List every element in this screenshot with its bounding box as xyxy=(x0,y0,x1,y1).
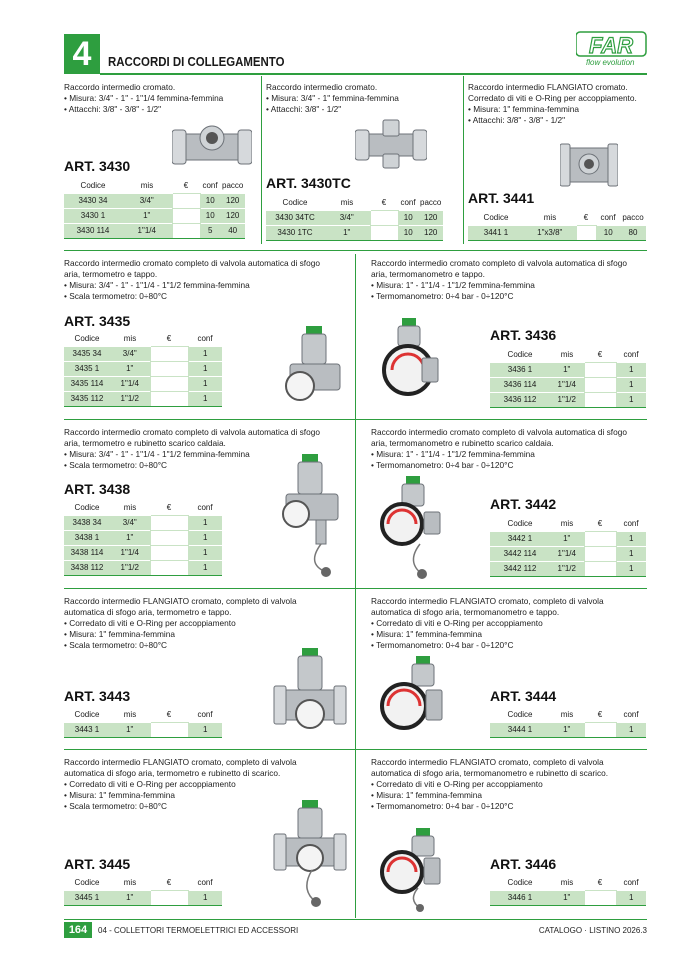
table-cell: 1 xyxy=(616,531,646,546)
spec-bullet: • Misura: 1" - 1"1/4 - 1"1/2 femmina-femmina xyxy=(371,280,649,291)
table-cell: 1 xyxy=(616,722,646,737)
column-header: conf xyxy=(197,710,213,720)
table-cell xyxy=(584,722,616,737)
article-code: ART. 3430 xyxy=(64,158,131,174)
spec-bullet: • Scala termometro: 0÷80°C xyxy=(64,291,342,302)
table-row xyxy=(490,722,646,737)
column-header: pacco xyxy=(622,213,644,223)
table-cell: 120 xyxy=(418,225,443,240)
table-cell: 1 xyxy=(188,376,222,391)
table-row xyxy=(490,392,646,407)
description-line: Raccordo intermedio cromato completo di valvola automatica di sfogo xyxy=(371,427,627,437)
column-header: Codice xyxy=(507,710,533,720)
price-table xyxy=(64,708,222,738)
spec-bullet: • Misura: 1" femmina-femmina xyxy=(371,790,649,801)
table-cell: 1 xyxy=(188,391,222,406)
column-header: conf xyxy=(623,519,639,529)
column-header: mis xyxy=(123,878,137,888)
table-cell: 3443 1 xyxy=(64,722,110,737)
table-cell xyxy=(576,225,596,240)
description-line: automatica di sfogo aria, termometro e tappo. xyxy=(64,607,232,617)
divider xyxy=(64,588,647,589)
spec-bullet: • Termomanometro: 0÷4 bar - 0÷120°C xyxy=(371,460,649,471)
table-cell xyxy=(150,890,188,905)
fitting-3435-image xyxy=(282,326,348,410)
table-cell: 1 xyxy=(188,560,222,575)
logo-wordmark: FAR xyxy=(589,33,633,58)
divider xyxy=(64,250,647,251)
table-cell: 1"1/4 xyxy=(550,377,584,392)
column-header: conf xyxy=(400,198,416,208)
table-cell xyxy=(150,376,188,391)
footer-rule xyxy=(64,919,647,920)
table-row xyxy=(490,531,646,546)
table-row xyxy=(266,210,443,225)
column-header: mis xyxy=(543,213,557,223)
table-row xyxy=(64,545,222,560)
fitting-3442-image xyxy=(380,476,446,580)
table-cell: 10 xyxy=(398,225,418,240)
table-cell: 3438 114 xyxy=(64,545,110,560)
table-cell: 1" xyxy=(550,531,584,546)
price-table xyxy=(64,332,222,407)
description-line: Raccordo intermedio cromato completo di valvola automatica di sfogo xyxy=(64,427,320,437)
column-header: mis xyxy=(123,710,137,720)
description-line: aria, termomanometro e tappo. xyxy=(371,269,485,279)
table-row xyxy=(490,890,646,905)
description-line: aria, termometro e tappo. xyxy=(64,269,158,279)
column-header: Codice xyxy=(74,334,100,344)
description-line: automatica di sfogo aria, termomanometro e rubinetto di scarico. xyxy=(371,768,609,778)
table-cell xyxy=(150,346,188,361)
table-cell xyxy=(584,546,616,561)
article-code: ART. 3443 xyxy=(64,688,131,704)
description-line: Raccordo intermedio FLANGIATO cromato, completo di valvola xyxy=(371,757,604,767)
spec-bullet: • Scala termometro: 0÷80°C xyxy=(64,640,342,651)
table-row xyxy=(64,722,222,737)
description-line: Raccordo intermedio FLANGIATO cromato, completo di valvola xyxy=(64,757,297,767)
table-cell: 3436 114 xyxy=(490,377,550,392)
table-row xyxy=(468,225,646,240)
table-cell xyxy=(584,890,616,905)
table-row xyxy=(490,546,646,561)
table-cell: 3442 112 xyxy=(490,561,550,576)
table-cell xyxy=(150,560,188,575)
column-header: € xyxy=(597,519,603,529)
article-code: ART. 3441 xyxy=(468,190,535,206)
price-table xyxy=(490,517,646,577)
column-header: conf xyxy=(623,710,639,720)
product-description xyxy=(371,596,649,651)
table-cell: 1" xyxy=(110,890,150,905)
table-cell: 3438 34 xyxy=(64,515,110,530)
column-header: Codice xyxy=(74,878,100,888)
table-cell: 10 xyxy=(200,193,220,208)
spec-bullet: • Misura: 1" - 1"1/4 - 1"1/2 femmina-femmina xyxy=(371,449,649,460)
column-header: € xyxy=(166,710,172,720)
fitting-3430-image xyxy=(172,118,252,174)
article-code: ART. 3436 xyxy=(490,327,557,343)
table-cell: 3441 1 xyxy=(468,225,524,240)
table-cell: 1 xyxy=(616,377,646,392)
column-header: mis xyxy=(340,198,354,208)
price-table xyxy=(468,211,646,241)
price-table xyxy=(490,876,646,906)
table-cell: 3435 34 xyxy=(64,346,110,361)
table-row xyxy=(64,361,222,376)
spec-bullet: • Misura: 3/4" - 1" - 1"1/4 - 1"1/2 femmina-femmina xyxy=(64,280,342,291)
table-cell: 3438 1 xyxy=(64,530,110,545)
table-cell: 3/4" xyxy=(122,193,172,208)
column-header: € xyxy=(597,878,603,888)
table-cell xyxy=(150,515,188,530)
column-header: pacco xyxy=(420,198,442,208)
table-cell xyxy=(370,225,398,240)
table-row xyxy=(64,560,222,575)
column-header: conf xyxy=(623,878,639,888)
table-cell: 3446 1 xyxy=(490,890,550,905)
column-header: € xyxy=(583,213,589,223)
product-description xyxy=(371,427,649,471)
description-line: Raccordo intermedio FLANGIATO cromato. xyxy=(468,82,628,92)
table-cell: 120 xyxy=(220,193,245,208)
header-rule xyxy=(100,73,647,75)
table-cell: 1" xyxy=(324,225,370,240)
table-cell xyxy=(150,545,188,560)
spec-bullet: • Termomanometro: 0÷4 bar - 0÷120°C xyxy=(371,291,649,302)
table-cell xyxy=(172,208,200,223)
chapter-title: RACCORDI DI COLLEGAMENTO xyxy=(108,54,285,69)
table-cell: 1"1/4 xyxy=(110,376,150,391)
fitting-3438-image xyxy=(276,454,348,578)
spec-bullet: • Attacchi: 3/8" - 1/2" xyxy=(266,104,458,115)
fitting-3430tc-image xyxy=(355,116,427,172)
column-header: Codice xyxy=(507,350,533,360)
table-cell: 1 xyxy=(616,546,646,561)
table-cell: 3442 114 xyxy=(490,546,550,561)
article-code: ART. 3444 xyxy=(490,688,557,704)
table-cell xyxy=(584,377,616,392)
table-row xyxy=(490,362,646,377)
column-header: pacco xyxy=(222,181,244,191)
description-line: Raccordo intermedio cromato completo di valvola automatica di sfogo xyxy=(64,258,320,268)
column-header: Codice xyxy=(507,519,533,529)
divider xyxy=(261,76,262,244)
table-cell: 1 xyxy=(188,361,222,376)
table-row xyxy=(64,391,222,406)
column-header: conf xyxy=(197,503,213,513)
divider xyxy=(64,419,647,420)
price-table xyxy=(64,179,245,239)
table-cell: 3430 34TC xyxy=(266,210,324,225)
table-row xyxy=(64,193,245,208)
column-header: Codice xyxy=(507,878,533,888)
table-cell: 1" xyxy=(550,890,584,905)
table-cell: 1" xyxy=(550,722,584,737)
table-cell xyxy=(584,392,616,407)
spec-bullet: • Corredato di viti e O-Ring per accoppiamento xyxy=(371,618,649,629)
column-header: mis xyxy=(560,519,574,529)
spec-bullet: • Misura: 1" femmina-femmina xyxy=(371,629,649,640)
table-row xyxy=(64,346,222,361)
product-description xyxy=(266,82,458,115)
spec-bullet: • Attacchi: 3/8" - 3/8" - 1/2" xyxy=(64,104,256,115)
table-cell: 3436 112 xyxy=(490,392,550,407)
article-code: ART. 3435 xyxy=(64,313,131,329)
column-header: € xyxy=(166,878,172,888)
table-cell: 3435 114 xyxy=(64,376,110,391)
table-cell: 1" xyxy=(122,208,172,223)
table-cell: 1"1/4 xyxy=(110,545,150,560)
table-row xyxy=(64,223,245,238)
column-header: conf xyxy=(197,878,213,888)
spec-bullet: • Misura: 1" femmina-femmina xyxy=(468,104,660,115)
page-number: 164 xyxy=(64,922,92,938)
table-cell xyxy=(172,193,200,208)
product-description xyxy=(64,596,342,651)
table-cell: 10 xyxy=(200,208,220,223)
footer-catalog: CATALOGO · LISTINO 2026.3 xyxy=(538,926,647,935)
description-line: aria, termometro e rubinetto scarico caldaia. xyxy=(64,438,226,448)
table-row xyxy=(64,376,222,391)
table-cell: 10 xyxy=(596,225,620,240)
column-header: conf xyxy=(623,350,639,360)
table-cell: 1 xyxy=(188,530,222,545)
description-line: Raccordo intermedio cromato. xyxy=(266,82,378,92)
column-header: € xyxy=(166,334,172,344)
table-cell: 3435 112 xyxy=(64,391,110,406)
table-cell xyxy=(584,362,616,377)
column-header: conf xyxy=(202,181,218,191)
footer-section: 04 - COLLETTORI TERMOELETTRICI ED ACCESSORI xyxy=(98,926,299,935)
divider xyxy=(355,254,356,918)
table-cell: 3/4" xyxy=(110,346,150,361)
column-header: Codice xyxy=(74,503,100,513)
description-line: automatica di sfogo aria, termomanometro e tappo. xyxy=(371,607,560,617)
price-table xyxy=(64,876,222,906)
table-cell: 3430 1 xyxy=(64,208,122,223)
table-cell: 3436 1 xyxy=(490,362,550,377)
fitting-3445-image xyxy=(272,800,348,910)
column-header: mis xyxy=(560,350,574,360)
product-description xyxy=(64,82,256,115)
fitting-3446-image xyxy=(380,828,446,914)
table-cell: 120 xyxy=(418,210,443,225)
description-line: Raccordo intermedio FLANGIATO cromato, completo di valvola xyxy=(64,596,297,606)
table-cell xyxy=(172,223,200,238)
table-cell: 1" xyxy=(110,722,150,737)
table-cell: 3430 114 xyxy=(64,223,122,238)
table-row xyxy=(490,561,646,576)
price-table xyxy=(266,196,443,241)
table-cell: 3442 1 xyxy=(490,531,550,546)
table-cell: 1"1/2 xyxy=(550,392,584,407)
spec-bullet: • Corredato di viti e O-Ring per accoppiamento xyxy=(371,779,649,790)
spec-bullet: • Corredato di viti e O-Ring per accoppiamento xyxy=(64,618,342,629)
table-cell: 3435 1 xyxy=(64,361,110,376)
divider xyxy=(463,76,464,244)
table-cell: 1"x3/8" xyxy=(524,225,576,240)
article-code: ART. 3442 xyxy=(490,496,557,512)
table-cell: 3438 112 xyxy=(64,560,110,575)
table-cell: 3430 1TC xyxy=(266,225,324,240)
table-cell: 1 xyxy=(188,346,222,361)
price-table xyxy=(490,348,646,408)
table-row xyxy=(64,890,222,905)
table-cell: 10 xyxy=(398,210,418,225)
price-table xyxy=(490,708,646,738)
spec-bullet: • Misura: 1" femmina-femmina xyxy=(64,790,342,801)
table-cell: 1 xyxy=(616,561,646,576)
divider xyxy=(64,749,647,750)
price-table xyxy=(64,501,222,576)
spec-bullet: • Scala termometro: 0÷80°C xyxy=(64,801,342,812)
table-cell: 1"1/2 xyxy=(110,391,150,406)
column-header: mis xyxy=(560,878,574,888)
column-header: € xyxy=(381,198,387,208)
table-cell: 1 xyxy=(616,362,646,377)
fitting-3444-image xyxy=(380,656,446,734)
article-code: ART. 3438 xyxy=(64,481,131,497)
table-row xyxy=(64,208,245,223)
spec-bullet: • Termomanometro: 0÷4 bar - 0÷120°C xyxy=(371,801,649,812)
fitting-3443-image xyxy=(272,648,348,740)
description-line: Raccordo intermedio cromato. xyxy=(64,82,176,92)
table-cell xyxy=(584,531,616,546)
product-description xyxy=(468,82,660,126)
description-line: automatica di sfogo aria, termometro e rubinetto di scarico. xyxy=(64,768,281,778)
fitting-3436-image xyxy=(382,318,440,406)
column-header: € xyxy=(597,350,603,360)
column-header: mis xyxy=(123,334,137,344)
table-cell: 1"1/2 xyxy=(110,560,150,575)
table-cell: 1"1/4 xyxy=(550,546,584,561)
description-line: Corredato di viti e O-Ring per accoppiamento. xyxy=(468,93,637,103)
spec-bullet: • Misura: 3/4" - 1" - 1"1/4 - 1"1/2 femmina-femmina xyxy=(64,449,342,460)
logo-tagline: flow evolution xyxy=(586,58,635,67)
table-cell xyxy=(150,722,188,737)
spec-bullet: • Corredato di viti e O-Ring per accoppiamento xyxy=(64,779,342,790)
table-cell: 120 xyxy=(220,208,245,223)
column-header: mis xyxy=(123,503,137,513)
column-header: € xyxy=(597,710,603,720)
table-row xyxy=(266,225,443,240)
table-cell xyxy=(584,561,616,576)
table-cell: 3444 1 xyxy=(490,722,550,737)
spec-bullet: • Misura: 3/4" - 1" femmina-femmina xyxy=(266,93,458,104)
table-cell: 1 xyxy=(616,392,646,407)
column-header: € xyxy=(183,181,189,191)
article-code: ART. 3445 xyxy=(64,856,131,872)
spec-bullet: • Attacchi: 3/8" - 3/8" - 1/2" xyxy=(468,115,660,126)
table-cell: 5 xyxy=(200,223,220,238)
spec-bullet: • Misura: 1" femmina-femmina xyxy=(64,629,342,640)
table-cell: 1"1/4 xyxy=(122,223,172,238)
table-cell xyxy=(150,530,188,545)
table-cell: 1"1/2 xyxy=(550,561,584,576)
column-header: € xyxy=(166,503,172,513)
spec-bullet: • Misura: 3/4" - 1" - 1"1/4 femmina-femmina xyxy=(64,93,256,104)
article-code: ART. 3446 xyxy=(490,856,557,872)
table-cell: 1 xyxy=(188,545,222,560)
product-description xyxy=(371,757,649,812)
table-cell: 80 xyxy=(620,225,646,240)
fitting-3441-image xyxy=(560,138,618,190)
product-description xyxy=(371,258,649,302)
column-header: Codice xyxy=(282,198,308,208)
table-cell: 3/4" xyxy=(324,210,370,225)
table-cell: 1" xyxy=(110,530,150,545)
spec-bullet: • Termomanometro: 0÷4 bar - 0÷120°C xyxy=(371,640,649,651)
table-cell xyxy=(150,391,188,406)
table-cell xyxy=(370,210,398,225)
column-header: mis xyxy=(140,181,154,191)
table-cell: 3445 1 xyxy=(64,890,110,905)
column-header: Codice xyxy=(80,181,106,191)
table-cell: 1 xyxy=(616,890,646,905)
chapter-number: 4 xyxy=(64,34,100,74)
table-cell: 1 xyxy=(188,515,222,530)
column-header: conf xyxy=(600,213,616,223)
page-header xyxy=(0,0,677,78)
description-line: Raccordo intermedio cromato completo di valvola automatica di sfogo xyxy=(371,258,627,268)
table-cell: 1 xyxy=(188,722,222,737)
column-header: Codice xyxy=(74,710,100,720)
column-header: mis xyxy=(560,710,574,720)
table-cell: 1 xyxy=(188,890,222,905)
description-line: Raccordo intermedio FLANGIATO cromato, completo di valvola xyxy=(371,596,604,606)
column-header: Codice xyxy=(483,213,509,223)
description-line: aria, termomanometro e rubinetto scarico caldaia. xyxy=(371,438,554,448)
spec-bullet: • Scala termometro: 0÷80°C xyxy=(64,460,342,471)
table-cell: 1" xyxy=(110,361,150,376)
table-row xyxy=(490,377,646,392)
column-header: conf xyxy=(197,334,213,344)
table-cell xyxy=(150,361,188,376)
table-cell: 3430 34 xyxy=(64,193,122,208)
article-code: ART. 3430TC xyxy=(266,175,351,191)
table-cell: 40 xyxy=(220,223,245,238)
product-description xyxy=(64,258,342,302)
table-row xyxy=(64,530,222,545)
table-row xyxy=(64,515,222,530)
table-cell: 3/4" xyxy=(110,515,150,530)
table-cell: 1" xyxy=(550,362,584,377)
